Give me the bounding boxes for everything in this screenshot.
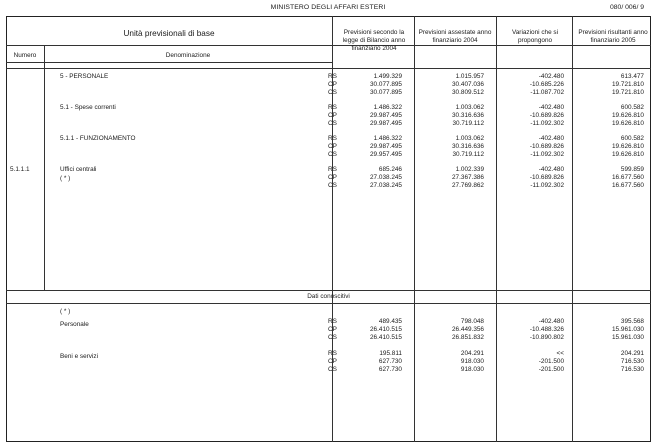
section-label: 5.1 - Spese correnti xyxy=(60,104,116,111)
cell-type: CS xyxy=(328,151,337,158)
cell-adjusted: 27.769.862 xyxy=(452,182,484,189)
section-sublabel: ( * ) xyxy=(60,175,71,182)
cell-adjusted: 27.367.386 xyxy=(452,174,484,181)
cell-type: CP xyxy=(328,358,337,365)
known-data-note-marker: ( * ) xyxy=(60,308,71,315)
known-data-title: Dati conoscitivi xyxy=(307,293,350,300)
known-data-label: Personale xyxy=(60,321,89,328)
cell-variation: -11.092.302 xyxy=(530,151,564,158)
cell-budget-law: 627.730 xyxy=(378,366,402,373)
cell-result: 600.582 xyxy=(620,104,644,111)
cell-variation: -402.480 xyxy=(538,104,564,111)
cell-adjusted: 26.449.356 xyxy=(452,326,484,333)
unit-title: Unità previsionali di base xyxy=(123,29,215,38)
cell-budget-law: 27.038.245 xyxy=(370,174,402,181)
cell-type: RS xyxy=(328,318,337,325)
cell-budget-law: 29.987.495 xyxy=(370,143,402,150)
cell-result: 204.291 xyxy=(620,350,644,357)
cell-adjusted: 1.003.062 xyxy=(455,104,484,111)
cell-budget-law: 27.038.245 xyxy=(370,182,402,189)
cell-type: RS xyxy=(328,166,337,173)
known-data-title-line xyxy=(6,303,651,304)
cell-type: CP xyxy=(328,326,337,333)
cell-adjusted: 204.291 xyxy=(460,350,484,357)
cell-result: 15.961.030 xyxy=(612,326,644,333)
cell-type: CS xyxy=(328,334,337,341)
cell-type: CS xyxy=(328,366,337,373)
cell-type: CP xyxy=(328,174,337,181)
cell-variation: -201.500 xyxy=(538,366,564,373)
section-number: 5.1.1.1 xyxy=(10,166,30,173)
cell-result: 19.626.810 xyxy=(612,120,644,127)
cell-variation: -10.488.326 xyxy=(529,326,564,333)
cell-budget-law: 26.410.515 xyxy=(370,326,402,333)
cell-result: 19.626.810 xyxy=(612,143,644,150)
cell-variation: -11.092.302 xyxy=(530,182,564,189)
cell-variation: << xyxy=(556,350,564,357)
cell-result: 600.582 xyxy=(620,135,644,142)
cell-type: CS xyxy=(328,89,337,96)
cell-type: CP xyxy=(328,81,337,88)
col-result-header: Previsioni risultanti anno finanziario 2005 xyxy=(578,29,648,44)
col-adjusted-header: Previsioni assestate anno finanziario 2004 xyxy=(418,29,492,44)
cell-variation: -11.092.302 xyxy=(530,120,564,127)
cell-result: 15.961.030 xyxy=(612,334,644,341)
cell-result: 16.677.560 xyxy=(612,182,644,189)
cell-adjusted: 1.003.062 xyxy=(455,135,484,142)
col-denomination-header: Denominazione xyxy=(165,52,211,59)
cell-adjusted: 918.030 xyxy=(460,358,484,365)
cell-type: CS xyxy=(328,182,337,189)
cell-budget-law: 685.246 xyxy=(378,166,402,173)
cell-adjusted: 1.002.339 xyxy=(455,166,484,173)
cell-adjusted: 30.719.112 xyxy=(452,151,484,158)
cell-budget-law: 29.987.495 xyxy=(370,112,402,119)
cell-adjusted: 798.048 xyxy=(460,318,484,325)
cell-budget-law: 1.499.329 xyxy=(373,73,402,80)
cell-adjusted: 30.316.636 xyxy=(452,143,484,150)
cell-budget-law: 29.987.495 xyxy=(370,120,402,127)
cell-variation: -402.480 xyxy=(538,135,564,142)
col-number-header: Numero xyxy=(13,52,37,59)
cell-adjusted: 30.407.036 xyxy=(452,81,484,88)
ministry-title: MINISTERO DEGLI AFFARI ESTERI xyxy=(270,4,386,11)
cell-budget-law: 30.077.895 xyxy=(370,81,402,88)
cell-variation: -201.500 xyxy=(538,358,564,365)
cell-result: 613.477 xyxy=(620,73,644,80)
cell-variation: -10.689.826 xyxy=(529,112,564,119)
cell-result: 716.530 xyxy=(620,366,644,373)
header-divider-line xyxy=(6,45,651,46)
column-header-bottom-line xyxy=(6,62,332,63)
cell-budget-law: 26.410.515 xyxy=(370,334,402,341)
cell-type: CP xyxy=(328,143,337,150)
cell-budget-law: 30.077.895 xyxy=(370,89,402,96)
page-code: 080/ 006/ 9 xyxy=(609,4,644,11)
cell-result: 19.721.810 xyxy=(612,81,644,88)
cell-adjusted: 30.809.512 xyxy=(452,89,484,96)
cell-adjusted: 1.015.957 xyxy=(455,73,484,80)
col-budget-law-header: Previsioni secondo la legge di Bilancio anno finanziario 2004 xyxy=(342,29,406,52)
cell-type: RS xyxy=(328,135,337,142)
cell-type: RS xyxy=(328,104,337,111)
section-label: 5 - PERSONALE xyxy=(60,73,109,80)
col-variations-header: Variazioni che si propongono xyxy=(511,29,559,44)
cell-budget-law: 627.730 xyxy=(378,358,402,365)
cell-adjusted: 30.316.636 xyxy=(452,112,484,119)
cell-variation: -402.480 xyxy=(538,73,564,80)
cell-result: 599.859 xyxy=(620,166,644,173)
cell-result: 19.626.810 xyxy=(612,151,644,158)
cell-result: 16.677.560 xyxy=(612,174,644,181)
cell-budget-law: 489.435 xyxy=(378,318,402,325)
cell-adjusted: 30.719.112 xyxy=(452,120,484,127)
number-column-line xyxy=(44,45,45,290)
cell-result: 395.568 xyxy=(620,318,644,325)
cell-adjusted: 26.851.832 xyxy=(452,334,484,341)
known-data-label: Beni e servizi xyxy=(60,353,99,360)
cell-variation: -10.689.826 xyxy=(529,143,564,150)
cell-budget-law: 1.486.322 xyxy=(373,135,402,142)
cell-type: CS xyxy=(328,120,337,127)
cell-budget-law: 1.486.322 xyxy=(373,104,402,111)
known-data-top-line xyxy=(6,290,651,291)
section-label: Uffici centrali xyxy=(60,166,97,173)
cell-variation: -11.087.702 xyxy=(530,89,564,96)
header-bottom-line xyxy=(6,68,651,69)
cell-result: 19.626.810 xyxy=(612,112,644,119)
cell-variation: -10.685.226 xyxy=(529,81,564,88)
cell-variation: -10.689.826 xyxy=(529,174,564,181)
cell-type: CP xyxy=(328,112,337,119)
cell-variation: -10.890.802 xyxy=(529,334,564,341)
cell-result: 19.721.810 xyxy=(612,89,644,96)
cell-variation: -402.480 xyxy=(538,166,564,173)
cell-budget-law: 195.811 xyxy=(379,350,402,357)
cell-adjusted: 918.030 xyxy=(460,366,484,373)
adjusted-column-line xyxy=(414,16,415,442)
section-label: 5.1.1 - FUNZIONAMENTO xyxy=(60,135,136,142)
cell-type: RS xyxy=(328,350,337,357)
cell-result: 716.530 xyxy=(620,358,644,365)
cell-type: RS xyxy=(328,73,337,80)
cell-variation: -402.480 xyxy=(538,318,564,325)
cell-budget-law: 29.957.495 xyxy=(370,151,402,158)
